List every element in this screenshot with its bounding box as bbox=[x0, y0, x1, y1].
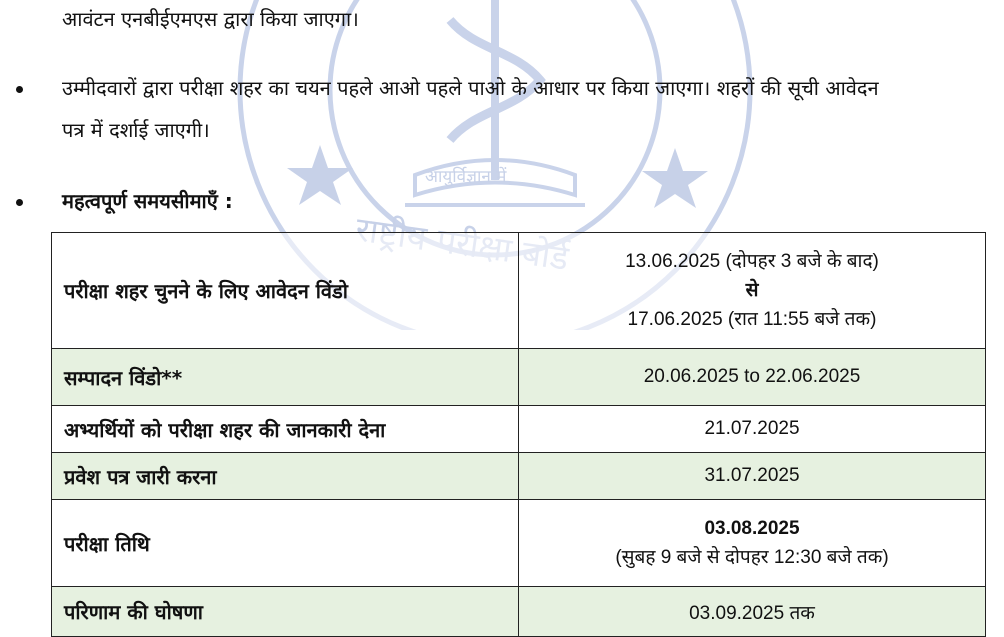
city-selection-text-line1: उम्मीदवारों द्वारा परीक्षा शहर का चयन पहले आओ पहले पाओ के आधार पर किया जाएगा। शहरों की सूची आवेदन bbox=[62, 76, 879, 100]
row-value-city-intimation: 21.07.2025 bbox=[519, 406, 986, 453]
watermark-motto: आयुर्विज्ञान में bbox=[425, 167, 507, 187]
row-label-admit-card: प्रवेश पत्र जारी करना bbox=[52, 453, 519, 500]
row-label-edit-window: सम्पादन विंडो** bbox=[52, 349, 519, 406]
table-row bbox=[52, 453, 986, 500]
row-value-result-declaration: 03.09.2025 तक bbox=[519, 587, 986, 637]
table-row bbox=[52, 406, 986, 453]
watermark-star-left bbox=[287, 145, 353, 205]
watermark-book bbox=[415, 160, 575, 195]
row-label-city-application-window: परीक्षा शहर चुनने के लिए आवेदन विंडो bbox=[52, 233, 519, 349]
row-label-result-declaration: परिणाम की घोषणा bbox=[52, 587, 519, 637]
value-end-date: 17.06.2025 (रात 11:55 बजे तक) bbox=[627, 309, 877, 330]
table-row bbox=[52, 233, 986, 349]
bullet-deadlines bbox=[16, 199, 23, 206]
row-label-city-intimation: अभ्यर्थियों को परीक्षा शहर की जानकारी देना bbox=[52, 406, 519, 453]
row-value-city-application-window bbox=[519, 233, 986, 349]
row-label-exam-date: परीक्षा तिथि bbox=[52, 500, 519, 587]
watermark-inner-ring bbox=[330, 0, 660, 255]
table-row bbox=[52, 500, 986, 587]
row-value-admit-card: 31.07.2025 bbox=[519, 453, 986, 500]
exam-date: 03.08.2025 bbox=[704, 518, 800, 539]
deadlines-table bbox=[51, 232, 986, 637]
row-value-exam-date bbox=[519, 500, 986, 587]
value-start-date: 13.06.2025 (दोपहर 3 बजे के बाद) bbox=[625, 251, 879, 272]
deadlines-heading: महत्वपूर्ण समयसीमाएँ : bbox=[62, 189, 233, 213]
bullet-city-selection bbox=[16, 86, 23, 93]
value-to-word: से bbox=[745, 280, 759, 301]
table-row bbox=[52, 349, 986, 406]
row-value-edit-window: 20.06.2025 to 22.06.2025 bbox=[519, 349, 986, 406]
exam-time: (सुबह 9 बजे से दोपहर 12:30 बजे तक) bbox=[615, 547, 889, 568]
city-selection-text-line2: पत्र में दर्शाई जाएगी। bbox=[62, 118, 210, 142]
watermark-star-right bbox=[642, 148, 708, 208]
table-row bbox=[52, 587, 986, 637]
allotment-text: आवंटन एनबीईएमएस द्वारा किया जाएगा। bbox=[62, 7, 359, 31]
